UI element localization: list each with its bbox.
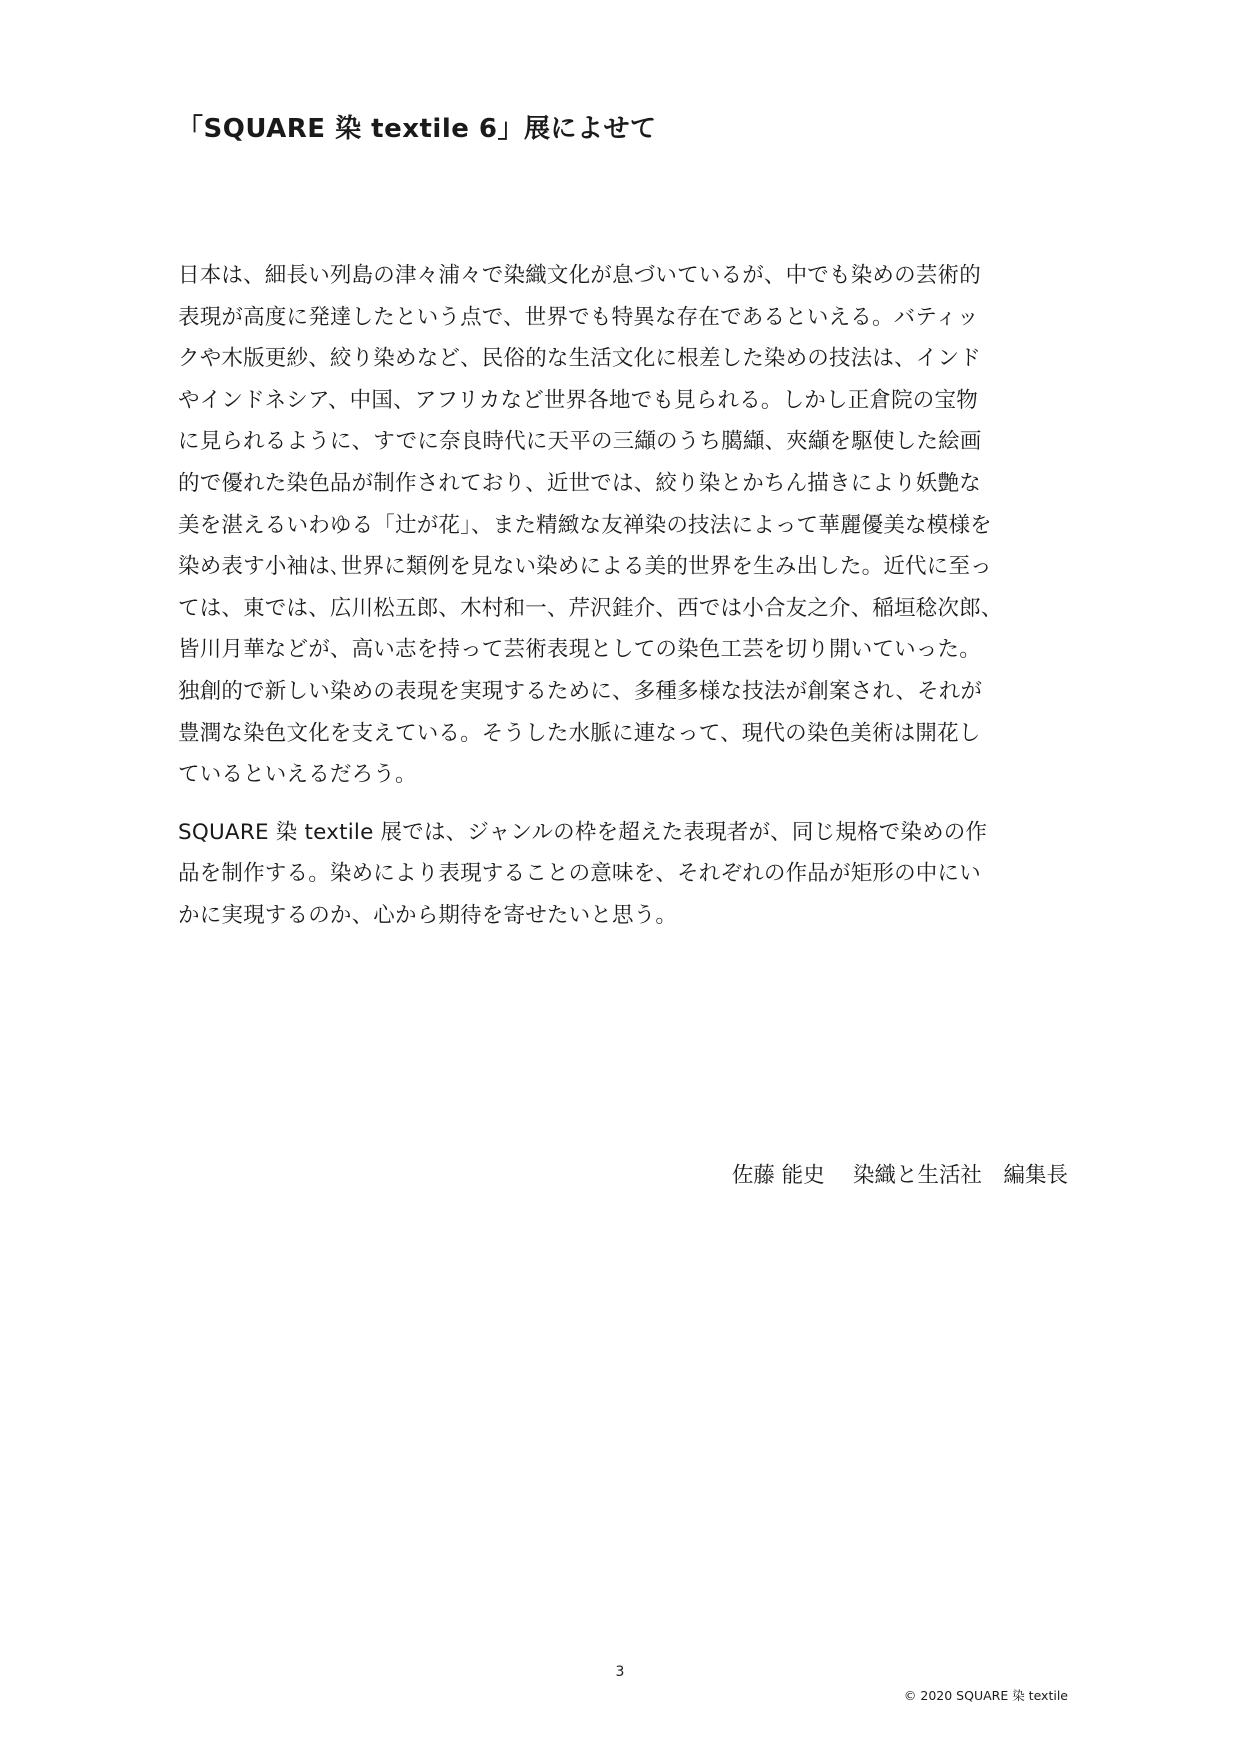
paragraph-spacer <box>178 796 1068 812</box>
paragraph-line: 的で優れた染色品が制作されており、近世では、絞り染とかちん描きにより妖艶な <box>178 470 981 496</box>
copyright-notice: © 2020 SQUARE 染 textile <box>903 1688 1068 1703</box>
paragraph-line: 日本は、細長い列島の津々浦々で染織文化が息づいているが、中でも染めの芸術的 <box>178 263 981 288</box>
paragraph-line: に見られるように、すでに奈良時代に天平の三纈のうち臈纈、夾纈を駆使した絵画 <box>178 429 982 455</box>
paragraph-line: やインドネシア、中国、アフリカなど世界各地でも見られる。しかし正倉院の宝物 <box>178 387 978 413</box>
paragraph-2 <box>178 812 1068 937</box>
paragraph-line: かに実現するのか、心から期待を寄せたいと思う。 <box>178 902 678 928</box>
paragraph-line: SQUARE 染 textile 展では、ジャンルの枠を超えた表現者が、同じ規格で染めの作 <box>178 819 988 845</box>
paragraph-line: 独創的で新しい染めの表現を実現するために、多種多様な技法が創案され、それが <box>178 678 983 704</box>
page-title: 「SQUARE 染 textile 6」展によせて <box>177 114 657 144</box>
paragraph-line: 美を湛えるいわゆる「辻が花」、また精緻な友禅染の技法によって華麗優美な模様を <box>178 512 992 538</box>
paragraph-line: 皆川月華などが、高い志を持って芸術表現としての染色工芸を切り開いていった。 <box>178 637 981 663</box>
paragraph-line: 豊潤な染色文化を支えている。そうした水脈に連なって、現代の染色美術は開花し <box>178 720 981 746</box>
paragraph-line: 表現が高度に発達したという点で、世界でも特異な存在であるといえる。バティッ <box>178 304 979 330</box>
author-signature: 佐藤 能史 染織と生活社 編集長 <box>731 1163 1068 1188</box>
paragraph-line: クや木版更紗、絞り染めなど、民俗的な生活文化に根差した染めの技法は、インド <box>178 346 981 372</box>
paragraph-line: ているといえるだろう。 <box>178 762 417 788</box>
paragraph-line: ては、東では、広川松五郎、木村和一、芹沢銈介、西では小合友之介、稲垣稔次郎、 <box>178 595 1003 621</box>
paragraph-1 <box>178 255 1068 796</box>
body-text <box>178 255 1068 937</box>
page-number: 3 <box>615 1664 625 1680</box>
paragraph-line: 品を制作する。染めにより表現することの意味を、それぞれの作品が矩形の中にい <box>178 861 981 887</box>
paragraph-line: 染め表す小袖は､世界に類例を見ない染めによる美的世界を生み出した。近代に至っ <box>178 554 992 580</box>
